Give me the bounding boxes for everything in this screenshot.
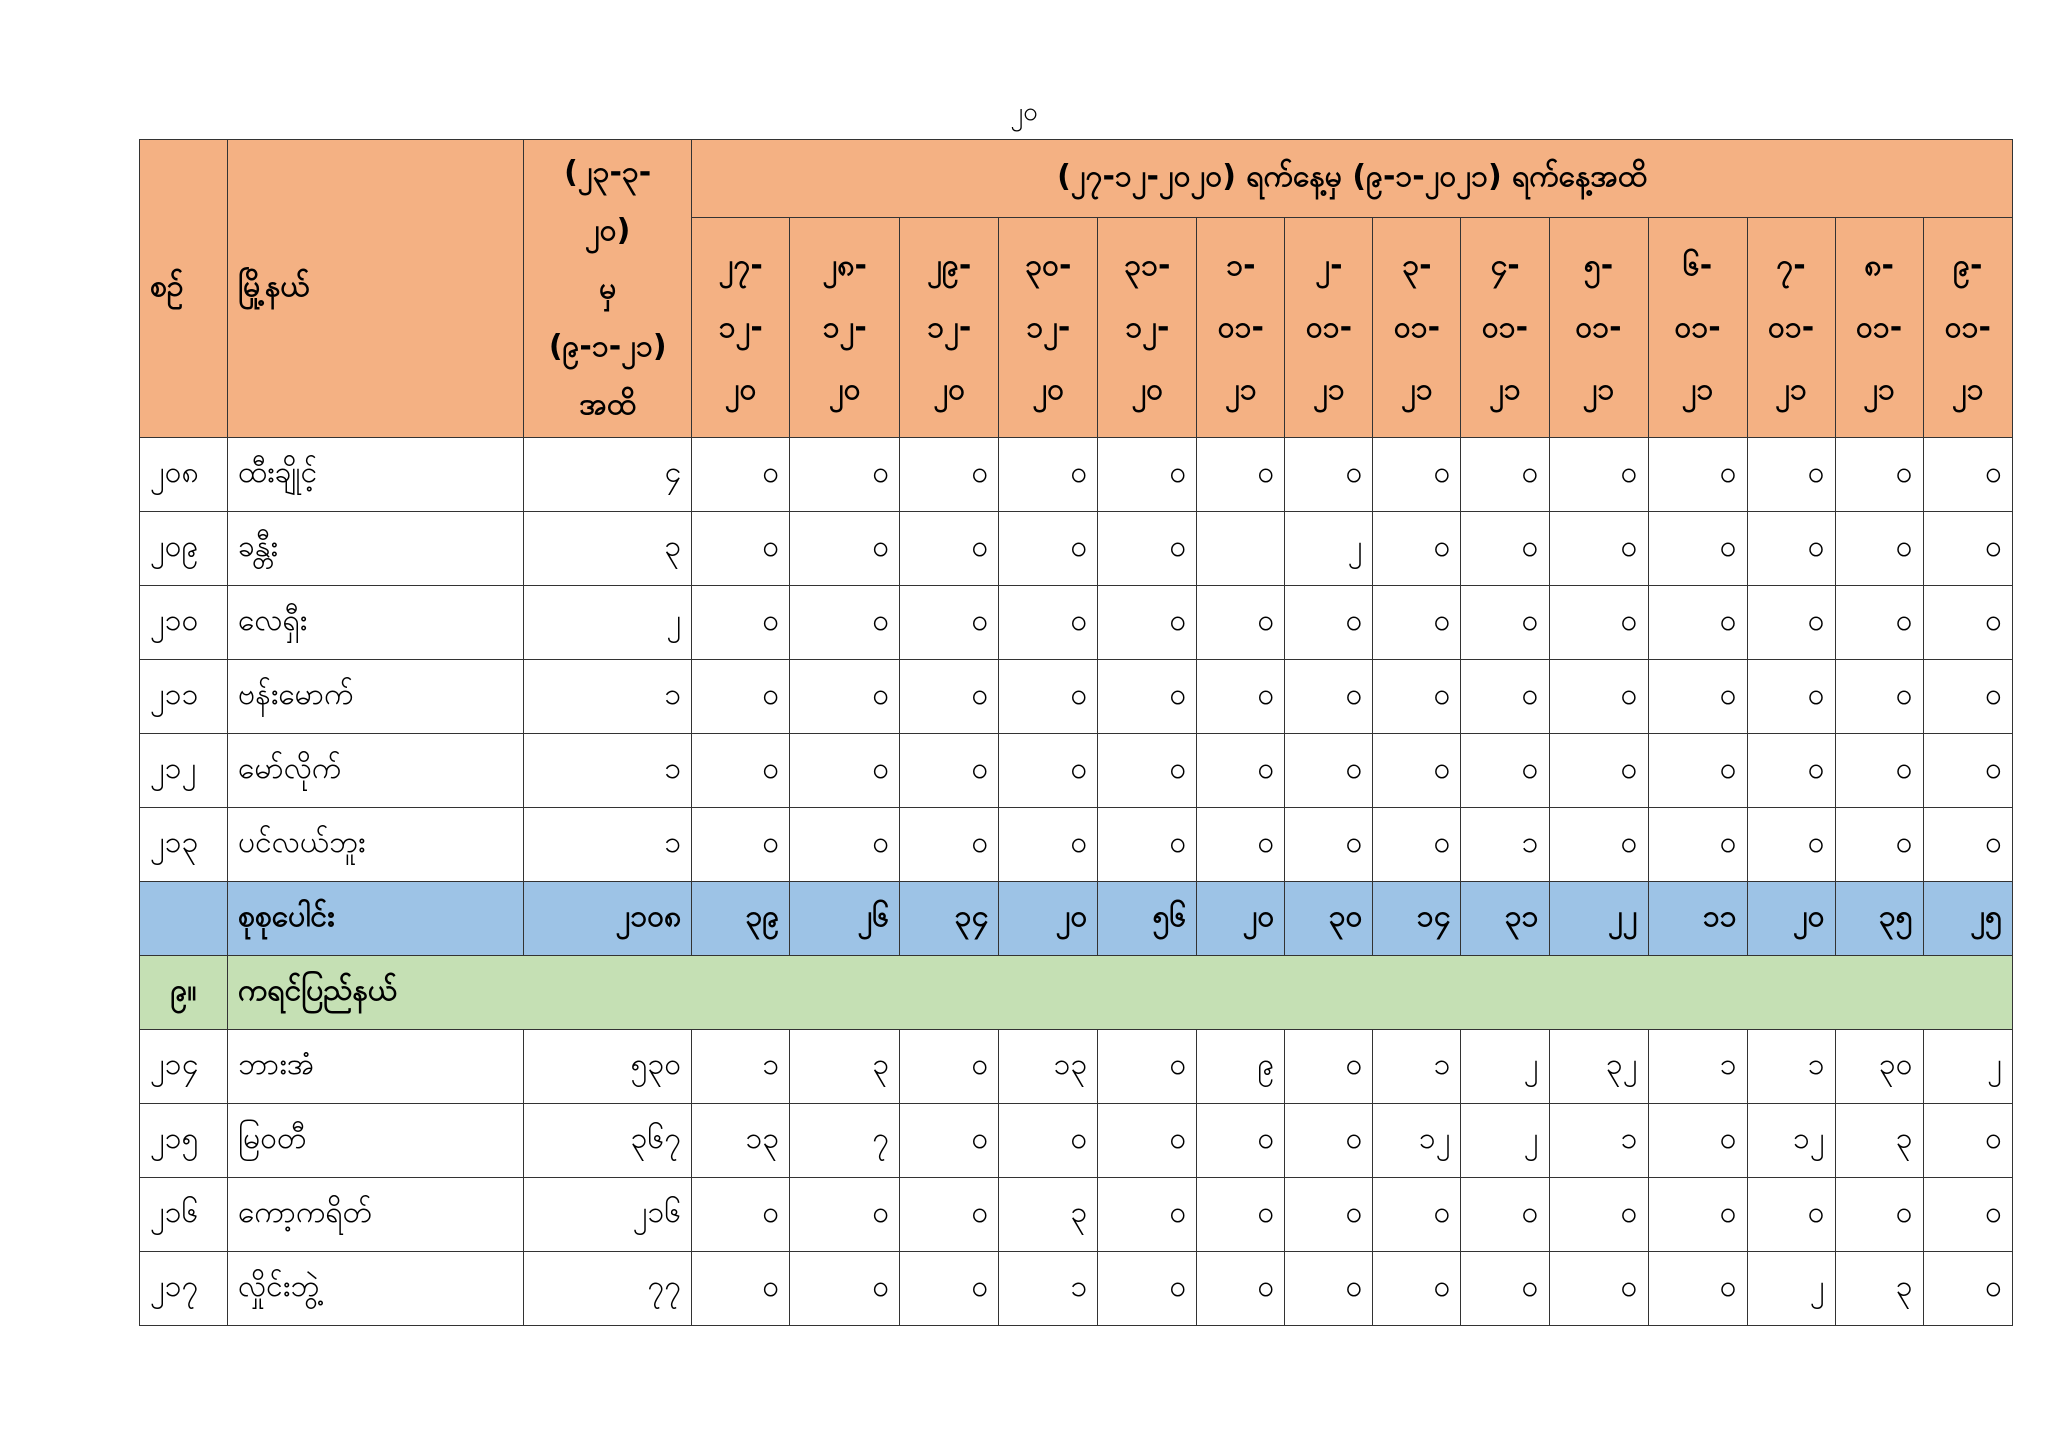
- daily-count-cell: ၁: [1648, 1030, 1747, 1104]
- daily-count-cell: ၀: [900, 438, 999, 512]
- daily-count-cell: ၂၅: [1923, 882, 2012, 956]
- table-row: [140, 1104, 2013, 1178]
- header-date: ၅- ၀၁- ၂၁: [1549, 218, 1648, 438]
- daily-count-cell: ၀: [1285, 660, 1373, 734]
- daily-count-cell: ၁: [999, 1252, 1098, 1326]
- daily-count-cell: ၁: [1747, 1030, 1835, 1104]
- daily-count-cell: ၀: [1098, 1030, 1197, 1104]
- daily-count-cell: ၀: [1285, 808, 1373, 882]
- daily-count-cell: ၀: [999, 808, 1098, 882]
- township-name-cell: လေရှီး: [228, 586, 524, 660]
- daily-count-cell: ၀: [1835, 512, 1923, 586]
- daily-count-cell: ၀: [1285, 586, 1373, 660]
- daily-count-cell: ၀: [1197, 1252, 1285, 1326]
- header-date: ၂၈- ၁၂- ၂၀: [790, 218, 900, 438]
- daily-count-cell: ၀: [1549, 438, 1648, 512]
- daily-count-cell: ၀: [1549, 586, 1648, 660]
- daily-count-cell: ၀: [900, 808, 999, 882]
- serial-number-cell: ၂၁၁: [140, 660, 228, 734]
- header-date: ၃၀- ၁၂- ၂၀: [999, 218, 1098, 438]
- daily-count-cell: ၀: [900, 660, 999, 734]
- daily-count-cell: ၀: [1373, 1178, 1461, 1252]
- daily-count-cell: ၀: [1747, 512, 1835, 586]
- daily-count-cell: ၀: [999, 660, 1098, 734]
- cumulative-total-cell: ၇၇: [524, 1252, 692, 1326]
- daily-count-cell: ၀: [1197, 808, 1285, 882]
- section-title: ကရင်ပြည်နယ်: [228, 956, 2013, 1030]
- daily-count-cell: ၀: [1835, 586, 1923, 660]
- daily-count-cell: ၂: [1923, 1030, 2012, 1104]
- daily-count-cell: ၀: [692, 586, 790, 660]
- cumulative-total-cell: ၁: [524, 808, 692, 882]
- daily-count-cell: ၀: [692, 1252, 790, 1326]
- serial-number-cell: ၂၀၈: [140, 438, 228, 512]
- serial-number-cell: ၂၁၀: [140, 586, 228, 660]
- daily-count-cell: ၀: [1373, 734, 1461, 808]
- daily-count-cell: ၀: [1747, 1178, 1835, 1252]
- cumulative-total-cell: ၃: [524, 512, 692, 586]
- daily-count-cell: ၀: [1373, 660, 1461, 734]
- daily-count-cell: ၀: [1098, 660, 1197, 734]
- daily-count-cell: ၀: [1648, 1104, 1747, 1178]
- daily-count-cell: ၀: [1098, 586, 1197, 660]
- daily-count-cell: ၃: [1835, 1104, 1923, 1178]
- daily-count-cell: ၃: [790, 1030, 900, 1104]
- daily-count-cell: ၀: [1648, 1178, 1747, 1252]
- daily-count-cell: ၀: [1373, 586, 1461, 660]
- table-row: [140, 1252, 2013, 1326]
- daily-count-cell: ၀: [1747, 808, 1835, 882]
- cumulative-total-cell: ၂၁၀၈: [524, 882, 692, 956]
- daily-count-cell: ၀: [1197, 1178, 1285, 1252]
- daily-count-cell: ၃: [1835, 1252, 1923, 1326]
- daily-count-cell: ၀: [1835, 660, 1923, 734]
- township-name-cell: ခန္တီး: [228, 512, 524, 586]
- daily-count-cell: ၀: [1923, 586, 2012, 660]
- daily-count-cell: ၀: [1285, 1252, 1373, 1326]
- daily-count-cell: ၀: [1098, 438, 1197, 512]
- daily-count-cell: ၀: [999, 734, 1098, 808]
- township-name-cell: ပင်လယ်ဘူး: [228, 808, 524, 882]
- daily-count-cell: ၀: [1648, 660, 1747, 734]
- daily-count-cell: ၃၅: [1835, 882, 1923, 956]
- township-name-cell: ကော့ကရိတ်: [228, 1178, 524, 1252]
- daily-count-cell: ၇: [790, 1104, 900, 1178]
- serial-number-cell: ၂၁၅: [140, 1104, 228, 1178]
- header-date: ၂- ၀၁- ၂၁: [1285, 218, 1373, 438]
- cumulative-total-cell: ၂၁၆: [524, 1178, 692, 1252]
- table-row: [140, 512, 2013, 586]
- daily-count-cell: ၀: [1747, 586, 1835, 660]
- daily-count-cell: ၁: [1549, 1104, 1648, 1178]
- daily-count-cell: ၀: [1373, 512, 1461, 586]
- daily-count-cell: ၃၀: [1285, 882, 1373, 956]
- township-name-cell: စုစုပေါင်း: [228, 882, 524, 956]
- daily-count-cell: ၀: [1373, 1252, 1461, 1326]
- section-number: ၉။: [140, 956, 228, 1030]
- township-name-cell: ထီးချိုင့်: [228, 438, 524, 512]
- daily-count-cell: ၂: [1461, 1030, 1549, 1104]
- daily-count-cell: ၀: [692, 438, 790, 512]
- daily-count-cell: ၀: [1835, 438, 1923, 512]
- daily-count-cell: ၀: [1923, 808, 2012, 882]
- daily-count-cell: ၀: [1197, 660, 1285, 734]
- daily-count-cell: ၀: [1923, 1104, 2012, 1178]
- daily-count-cell: ၀: [1648, 734, 1747, 808]
- daily-count-cell: ၀: [900, 734, 999, 808]
- daily-count-cell: ၀: [1747, 660, 1835, 734]
- header-date: ၄- ၀၁- ၂၁: [1461, 218, 1549, 438]
- cumulative-total-cell: ၃၆၇: [524, 1104, 692, 1178]
- daily-count-cell: ၂: [1285, 512, 1373, 586]
- daily-count-cell: ၀: [1648, 808, 1747, 882]
- daily-count-cell: ၀: [1197, 438, 1285, 512]
- header-date: ၉- ၀၁- ၂၁: [1923, 218, 2012, 438]
- township-name-cell: ဗန်းမောက်: [228, 660, 524, 734]
- cumulative-total-cell: ၁: [524, 734, 692, 808]
- daily-count-cell: ၀: [790, 1178, 900, 1252]
- daily-count-cell: ၁၂: [1373, 1104, 1461, 1178]
- daily-count-cell: ၉: [1197, 1030, 1285, 1104]
- daily-count-cell: ၀: [900, 1178, 999, 1252]
- daily-count-cell: ၃: [999, 1178, 1098, 1252]
- daily-count-cell: ၀: [1549, 1252, 1648, 1326]
- daily-count-cell: ၀: [1197, 1104, 1285, 1178]
- daily-count-cell: ၀: [790, 734, 900, 808]
- daily-count-cell: ၁၁: [1648, 882, 1747, 956]
- daily-count-cell: ၀: [692, 1178, 790, 1252]
- daily-count-cell: ၅၆: [1098, 882, 1197, 956]
- daily-count-cell: ၀: [790, 586, 900, 660]
- daily-count-cell: ၀: [692, 660, 790, 734]
- cumulative-total-cell: ၂: [524, 586, 692, 660]
- daily-count-cell: ၀: [1549, 734, 1648, 808]
- header-date: ၈- ၀၁- ၂၁: [1835, 218, 1923, 438]
- table-row: [140, 808, 2013, 882]
- daily-count-cell: ၀: [900, 512, 999, 586]
- daily-count-cell: ၀: [1461, 1252, 1549, 1326]
- serial-number-cell: ၂၁၄: [140, 1030, 228, 1104]
- daily-count-cell: ၁: [692, 1030, 790, 1104]
- daily-count-cell: ၀: [900, 586, 999, 660]
- daily-count-cell: ၀: [1648, 1252, 1747, 1326]
- daily-count-cell: ၀: [1923, 512, 2012, 586]
- daily-count-cell: ၀: [1923, 1252, 2012, 1326]
- header-cumulative-total: (၂၃-၃- ၂၀) မှ (၉-၁-၂၁) အထိ: [524, 140, 692, 438]
- daily-count-cell: ၂၀: [1747, 882, 1835, 956]
- daily-count-cell: ၂၆: [790, 882, 900, 956]
- daily-count-cell: ၀: [1461, 512, 1549, 586]
- daily-count-cell: ၀: [790, 808, 900, 882]
- daily-count-cell: ၀: [1835, 734, 1923, 808]
- daily-count-cell: ၀: [1923, 660, 2012, 734]
- daily-count-cell: ၀: [1098, 734, 1197, 808]
- serial-number-cell: ၂၁၇: [140, 1252, 228, 1326]
- daily-count-cell: ၀: [1461, 438, 1549, 512]
- serial-number-cell: ၂၀၉: [140, 512, 228, 586]
- daily-count-cell: ၀: [1461, 1178, 1549, 1252]
- header-date: ၆- ၀၁- ၂၁: [1648, 218, 1747, 438]
- serial-number-cell: [140, 882, 228, 956]
- page-number: ၂၀: [1010, 97, 1038, 127]
- header-date: ၂၇- ၁၂- ၂၀: [692, 218, 790, 438]
- daily-count-cell: ၀: [1461, 660, 1549, 734]
- table-row: [140, 734, 2013, 808]
- daily-count-cell: ၀: [1835, 1178, 1923, 1252]
- serial-number-cell: ၂၁၃: [140, 808, 228, 882]
- daily-count-cell: ၀: [692, 512, 790, 586]
- daily-count-cell: ၂: [1747, 1252, 1835, 1326]
- daily-count-cell: ၂: [1461, 1104, 1549, 1178]
- total-row: [140, 882, 2013, 956]
- daily-count-cell: ၁: [1461, 808, 1549, 882]
- header-date: ၁- ၀၁- ၂၁: [1197, 218, 1285, 438]
- daily-count-cell: ၂၀: [1197, 882, 1285, 956]
- daily-count-cell: ၃၁: [1461, 882, 1549, 956]
- section-row: [140, 956, 2013, 1030]
- daily-count-cell: ၀: [1197, 734, 1285, 808]
- header-date: ၂၉- ၁၂- ၂၀: [900, 218, 999, 438]
- serial-number-cell: ၂၁၆: [140, 1178, 228, 1252]
- daily-count-cell: ၀: [900, 1104, 999, 1178]
- township-name-cell: ဘားအံ: [228, 1030, 524, 1104]
- serial-number-cell: ၂၁၂: [140, 734, 228, 808]
- daily-count-cell: ၀: [1923, 438, 2012, 512]
- daily-count-cell: ၀: [1549, 512, 1648, 586]
- cumulative-total-cell: ၁: [524, 660, 692, 734]
- daily-count-cell: ၀: [999, 512, 1098, 586]
- daily-count-cell: ၀: [1549, 660, 1648, 734]
- daily-count-cell: ၀: [1197, 586, 1285, 660]
- daily-count-cell: ၀: [1098, 1104, 1197, 1178]
- daily-count-cell: ၀: [999, 586, 1098, 660]
- daily-count-cell: ၀: [900, 1252, 999, 1326]
- daily-count-cell: ၃၂: [1549, 1030, 1648, 1104]
- covid-cases-table: [139, 139, 2013, 1326]
- header-date: ၇- ၀၁- ၂၁: [1747, 218, 1835, 438]
- daily-count-cell: ၀: [790, 660, 900, 734]
- header-date: ၃- ၀၁- ၂၁: [1373, 218, 1461, 438]
- table-row: [140, 1030, 2013, 1104]
- daily-count-cell: ၀: [900, 1030, 999, 1104]
- daily-count-cell: ၂၂: [1549, 882, 1648, 956]
- township-name-cell: မြဝတီ: [228, 1104, 524, 1178]
- daily-count-cell: ၃၄: [900, 882, 999, 956]
- daily-count-cell: ၁၃: [692, 1104, 790, 1178]
- header-date: ၃၁- ၁၂- ၂၀: [1098, 218, 1197, 438]
- daily-count-cell: ၀: [1098, 1178, 1197, 1252]
- table-row: [140, 586, 2013, 660]
- daily-count-cell: ၃၉: [692, 882, 790, 956]
- daily-count-cell: ၀: [1098, 512, 1197, 586]
- daily-count-cell: ၀: [1285, 438, 1373, 512]
- daily-count-cell: ၁၃: [999, 1030, 1098, 1104]
- daily-count-cell: ၃၀: [1835, 1030, 1923, 1104]
- daily-count-cell: ၀: [1648, 586, 1747, 660]
- daily-count-cell: ၀: [1285, 1104, 1373, 1178]
- daily-count-cell: ၀: [1373, 808, 1461, 882]
- daily-count-cell: ၀: [1098, 1252, 1197, 1326]
- daily-count-cell: ၀: [999, 1104, 1098, 1178]
- daily-count-cell: ၀: [1373, 438, 1461, 512]
- township-name-cell: လှိုင်းဘွဲ့: [228, 1252, 524, 1326]
- daily-count-cell: ၀: [1461, 586, 1549, 660]
- table-row: [140, 660, 2013, 734]
- cumulative-total-cell: ၅၃၀: [524, 1030, 692, 1104]
- daily-count-cell: ၀: [1285, 734, 1373, 808]
- daily-count-cell: [1197, 512, 1285, 586]
- daily-count-cell: ၁၂: [1747, 1104, 1835, 1178]
- township-name-cell: မော်လိုက်: [228, 734, 524, 808]
- header-township: မြို့နယ်: [228, 140, 524, 438]
- cumulative-total-cell: ၄: [524, 438, 692, 512]
- daily-count-cell: ၀: [790, 512, 900, 586]
- daily-count-cell: ၀: [1549, 808, 1648, 882]
- daily-count-cell: ၀: [1648, 512, 1747, 586]
- daily-count-cell: ၀: [790, 438, 900, 512]
- daily-count-cell: ၀: [1923, 734, 2012, 808]
- daily-count-cell: ၀: [1747, 438, 1835, 512]
- header-serial-number: စဉ်: [140, 140, 228, 438]
- daily-count-cell: ၀: [692, 808, 790, 882]
- daily-count-cell: ၀: [1549, 1178, 1648, 1252]
- daily-count-cell: ၀: [1923, 1178, 2012, 1252]
- daily-count-cell: ၀: [1285, 1178, 1373, 1252]
- table-row: [140, 1178, 2013, 1252]
- daily-count-cell: ၀: [1747, 734, 1835, 808]
- daily-count-cell: ၀: [790, 1252, 900, 1326]
- daily-count-cell: ၀: [1835, 808, 1923, 882]
- daily-count-cell: ၀: [1098, 808, 1197, 882]
- daily-count-cell: ၀: [692, 734, 790, 808]
- daily-count-cell: ၂၀: [999, 882, 1098, 956]
- daily-count-cell: ၀: [1648, 438, 1747, 512]
- daily-count-cell: ၀: [1285, 1030, 1373, 1104]
- daily-count-cell: ၀: [1461, 734, 1549, 808]
- header-date-range: (၂၇-၁၂-၂၀၂၀) ရက်နေ့မှ (၉-၁-၂၀၂၁) ရက်နေ့အထိ: [692, 140, 2013, 218]
- table-row: [140, 438, 2013, 512]
- daily-count-cell: ၀: [999, 438, 1098, 512]
- daily-count-cell: ၁: [1373, 1030, 1461, 1104]
- daily-count-cell: ၁၄: [1373, 882, 1461, 956]
